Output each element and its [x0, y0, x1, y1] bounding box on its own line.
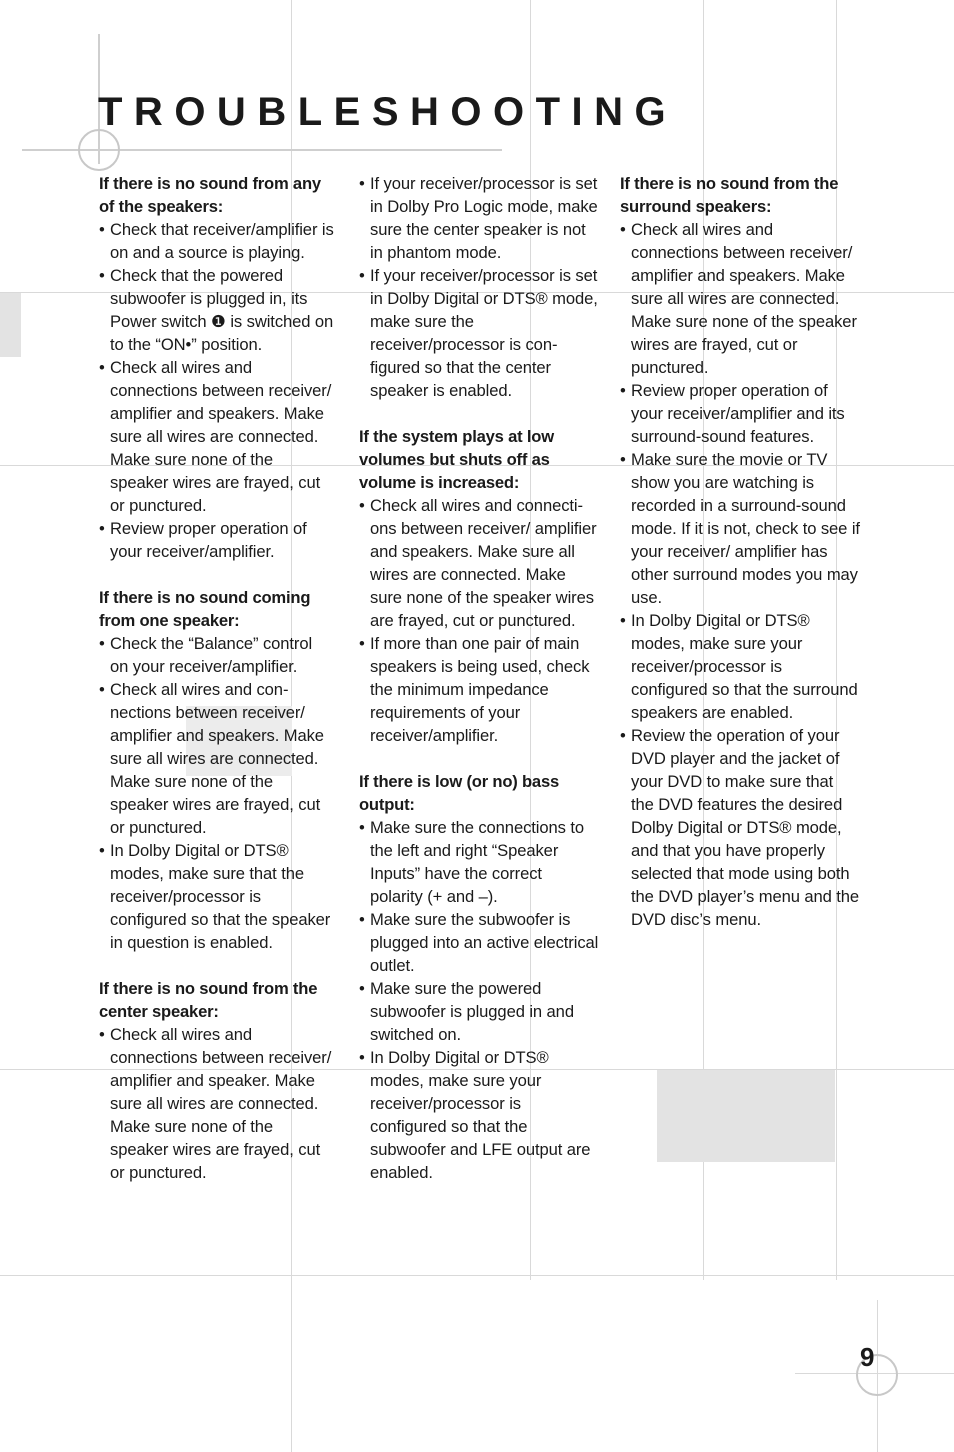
list-item: • In Dolby Digital or DTS® modes, make sure your receiver/processor is configured so that the subwoofer and LFE output are enabled.: [359, 1046, 599, 1184]
page-title: TROUBLESHOOTING: [98, 90, 678, 134]
bullet-list: [99, 218, 334, 563]
bullet-list: [359, 494, 599, 747]
section-heading: If there is no sound from the surround speakers:: [620, 174, 839, 216]
list-item: • Check the “Balance” control on your receiver/amplifier.: [99, 632, 334, 678]
list-item: • Check all wires and connections between receiver/ amplifier and speaker. Make sure all wires are connected. Make sure none of the speaker wires are frayed, cut or punctured.: [99, 1023, 334, 1184]
list-item: • In Dolby Digital or DTS® modes, make sure your receiver/processor is configured so that the surround speakers are enabled.: [620, 609, 860, 724]
grid-line: [0, 1275, 954, 1276]
list-item: • Review the operation of your DVD player and the jacket of your DVD to make sure that the DVD features the desired Dolby Digital or DTS® mode, and that you have properly selected that mode using both the DVD player’s menu and the DVD disc’s menu.: [620, 724, 860, 931]
list-item: • Make sure the movie or TV show you are watching is recorded in a surround-sound mode. If it is not, check to see if your receiver/ amplifier has other surround modes you may use.: [620, 448, 860, 609]
list-item: • If your receiver/processor is set in Dolby Digital or DTS® mode, make sure the receiver/processor is con-figured so that the center speaker is enabled.: [359, 264, 599, 402]
bullet-list: [99, 1023, 334, 1184]
section-heading: If there is no sound from any of the speakers:: [99, 174, 321, 216]
list-item: • In Dolby Digital or DTS® modes, make sure that the receiver/processor is configured so that the speaker in question is enabled.: [99, 839, 334, 954]
list-item: • Make sure the connections to the left and right “Speaker Inputs” have the correct polarity (+ and –).: [359, 816, 599, 908]
section-heading: If there is low (or no) bass output:: [359, 772, 560, 814]
list-item: • Review proper operation of your receiver/amplifier.: [99, 517, 334, 563]
decorative-block: [657, 1070, 835, 1162]
bullet-list: [359, 172, 599, 402]
list-item: • Make sure the powered subwoofer is plugged in and switched on.: [359, 977, 599, 1046]
section-heading: If there is no sound coming from one speaker:: [99, 588, 311, 630]
page-number: 9: [860, 1342, 875, 1372]
list-item: • Check all wires and con-nections between receiver/ amplifier and speakers. Make sure all wires are connected. Make sure none of the speaker wires are frayed, cut or punctured.: [99, 678, 334, 839]
list-item: • If more than one pair of main speakers is being used, check the minimum impedance requirements of your receiver/amplifier.: [359, 632, 599, 747]
side-tab-block: [0, 293, 21, 357]
list-item: • Check that receiver/amplifier is on and a source is playing.: [99, 218, 334, 264]
list-item: • Check all wires and connections between receiver/ amplifier and speakers. Make sure all wires are connected. Make sure none of the speaker wires are frayed, cut or punctured.: [620, 218, 860, 379]
section-heading: If the system plays at low volumes but shuts off as volume is increased:: [359, 427, 554, 492]
list-item: • Check that the powered subwoofer is plugged in, its Power switch ❶ is switched on to the “ON•” position.: [99, 264, 334, 356]
registration-circle: [78, 129, 120, 171]
bullet-list: [620, 218, 860, 931]
list-item: • Review proper operation of your receiver/amplifier and its surround-sound features.: [620, 379, 860, 448]
list-item: • Make sure the subwoofer is plugged into an active electrical outlet.: [359, 908, 599, 977]
bullet-list: [99, 632, 334, 954]
list-item: • If your receiver/processor is set in Dolby Pro Logic mode, make sure the center speaker is not in phantom mode.: [359, 172, 599, 264]
column-2: [359, 172, 599, 1184]
section-heading: If there is no sound from the center speaker:: [99, 979, 318, 1021]
column-3: [620, 172, 860, 931]
list-item: • Check all wires and connecti-ons between receiver/ amplifier and speakers. Make sure all wires are connected. Make sure none of the speaker wires are frayed, cut or punctured.: [359, 494, 599, 632]
list-item: • Check all wires and connections between receiver/ amplifier and speakers. Make sure all wires are connected. Make sure none of the speaker wires are frayed, cut or punctured.: [99, 356, 334, 517]
bullet-list: [359, 816, 599, 1184]
column-1: [99, 172, 334, 1184]
